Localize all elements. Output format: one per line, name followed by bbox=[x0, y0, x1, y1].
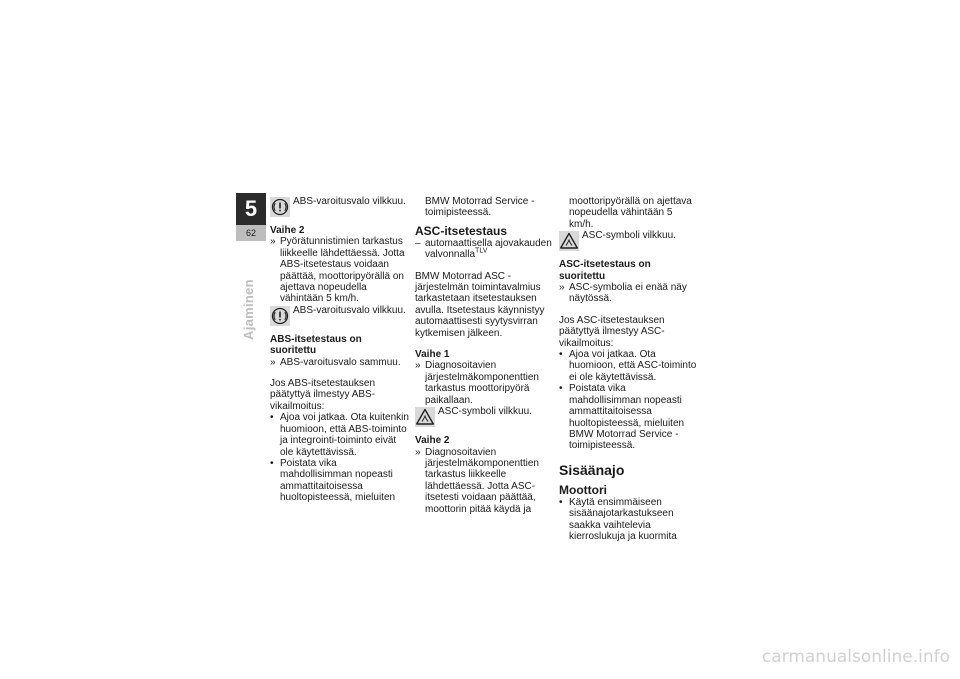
column-3 bbox=[559, 196, 699, 542]
abs-warning-icon bbox=[270, 306, 290, 326]
list-item: » ABS-varoitusvalo sammuu. bbox=[270, 356, 401, 368]
asc-warning-text: ASC-symboli vilkkuu. bbox=[438, 406, 532, 418]
abs-warning-icon bbox=[270, 197, 290, 217]
list-item: » Diagnosoitavien järjestelmäkomponenttien tarkastus moottoripyörä paikallaan. bbox=[415, 360, 539, 406]
list-item: • Ajoa voi jatkaa. Ota kuitenkin huomioon, että ABS-toiminto ja integrointi-toiminto eivät ole käytettävissä. bbox=[270, 412, 409, 458]
column-2 bbox=[415, 196, 555, 515]
sisaanajo-heading: Sisäänajo bbox=[559, 461, 625, 478]
abs-warning-text: ABS-varoitusvalo vilkkuu. bbox=[293, 304, 406, 316]
watermark: carmanualsonline.info bbox=[761, 647, 950, 667]
tlv-superscript: TLV bbox=[475, 247, 488, 255]
asc-fail-intro: Jos ASC-itsetestauksen päätyttyä ilmestyy ASC-vikailmoitus: bbox=[559, 314, 665, 349]
asc-warning-icon bbox=[415, 407, 435, 427]
list-item: » ASC-symbolia ei enää näy näytössä. bbox=[559, 282, 687, 305]
vaihe1-heading: Vaihe 1 bbox=[415, 349, 450, 361]
abs-warning-line-1 bbox=[270, 196, 410, 220]
abs-warning-line-2 bbox=[270, 305, 410, 329]
section-title: Ajaminen bbox=[241, 279, 256, 340]
vaihe2-heading: Vaihe 2 bbox=[270, 225, 305, 236]
continued-text: moottoripyörällä on ajettava nopeudella vähintään 5 km/h. bbox=[569, 196, 692, 230]
asc-warning-line-1 bbox=[415, 406, 555, 430]
list-item: » Diagnosoitavien järjestelmäkomponenttien tarkastus liikkeelle lähdettäessä. Jotta ASC-itsetesti voidaan päättää, moottorin pitää käydä ja bbox=[415, 446, 539, 515]
page-number: 62 bbox=[236, 225, 266, 241]
list-item: – automaattisella ajovakauden valvonnalla$^{TLV}$ bbox=[415, 237, 552, 261]
list-item: • Ajoa voi jatkaa. Ota huomioon, että ASC-toiminto ei ole käytettävissä. bbox=[559, 349, 697, 383]
asc-warning-text: ASC-symboli vilkkuu. bbox=[582, 230, 676, 242]
abs-fail-intro: Jos ABS-itsetestauksen päätyttyä ilmestyy ABS-vikailmoitus: bbox=[270, 378, 376, 412]
continued-text: BMW Motorrad Service -toimipisteessä. bbox=[425, 196, 535, 219]
list-item: » Pyörätunnistimien tarkastus liikkeelle lähdettäessä. Jotta ABS-itsetestaus voidaan päättää, moottoripyörällä on ajettava nopeudella vähintään 5 km/h. bbox=[270, 236, 405, 305]
abs-done-heading: ABS-itsetestaus on suoritettu bbox=[270, 333, 362, 357]
column-1 bbox=[270, 196, 410, 504]
chapter-number: 5 bbox=[236, 193, 266, 225]
moottori-heading: Moottori bbox=[559, 482, 607, 497]
list-item: • Poistata vika mahdollisimman nopeasti ammattitaitoisessa huoltopisteessä, mieluiten BMW Motorrad Service -toimipisteessä. bbox=[559, 383, 685, 452]
abs-warning-text: ABS-varoitusvalo vilkkuu. bbox=[293, 196, 406, 207]
asc-done-heading: ASC-itsetestaus on suoritettu bbox=[559, 259, 651, 282]
list-item: • Poistata vika mahdollisimman nopeasti ammattitaitoisessa huoltopisteessä, mieluiten bbox=[270, 457, 396, 504]
vaihe2-heading: Vaihe 2 bbox=[415, 435, 450, 447]
list-item: • Käytä ensimmäiseen sisäänajotarkastukseen saakka vaihtelevia kierroslukuja ja kuormita bbox=[559, 496, 677, 542]
asc-heading: ASC-itsetestaus bbox=[415, 223, 508, 238]
asc-warning-line-2 bbox=[559, 230, 699, 254]
asc-warning-icon bbox=[559, 231, 579, 251]
asc-paragraph: BMW Motorrad ASC -järjestelmän toimintavalmius tarkastetaan itsetestauksen avulla. Itsetestaus käynnistyy automaattisesti syytysvirran kytkemisen jälkeen. bbox=[415, 270, 545, 339]
chapter-tab bbox=[236, 193, 266, 241]
